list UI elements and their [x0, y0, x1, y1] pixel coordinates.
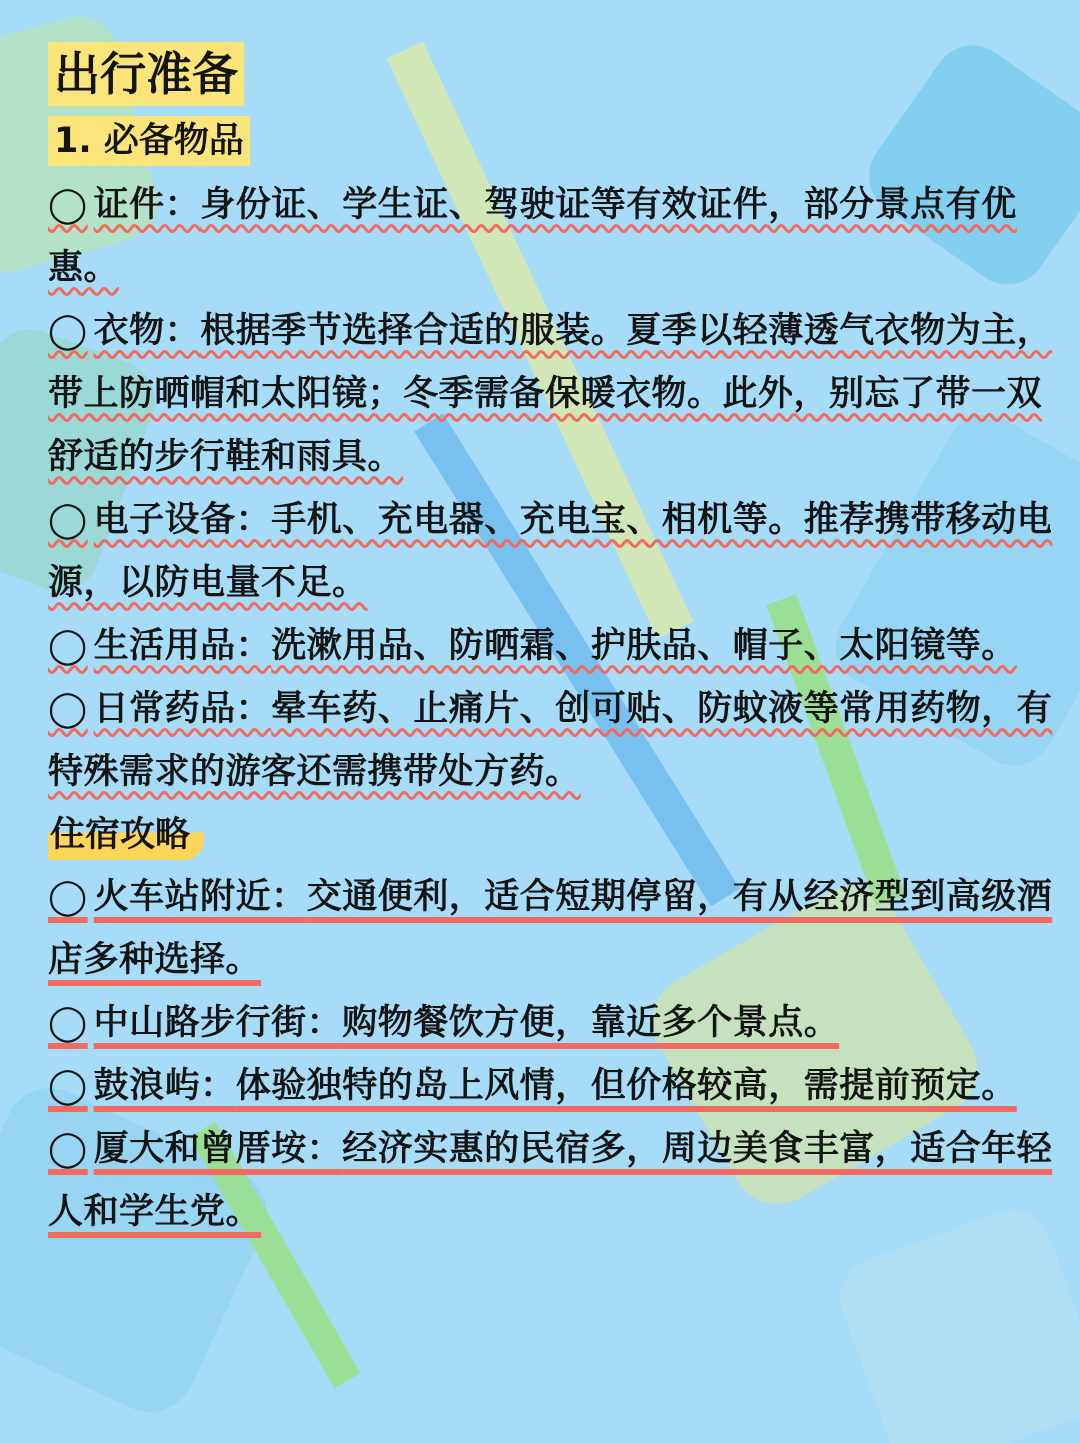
list-item-documents	[48, 174, 1058, 300]
circle-bullet-icon: ◯	[48, 185, 88, 225]
item-label: 衣物：	[93, 311, 201, 351]
item-text: 身份证、学生证、驾驶证等有效证件，部分景点有优惠。	[48, 185, 1017, 288]
circle-bullet-icon: ◯	[48, 1003, 88, 1043]
item-text: 手机、充电器、充电宝、相机等。推荐携带移动电源，以防电量不足。	[48, 500, 1053, 603]
circle-bullet-icon: ◯	[48, 689, 88, 729]
circle-bullet-icon: ◯	[48, 500, 88, 540]
item-label: 证件：	[93, 185, 201, 225]
section-heading-lodging: 住宿攻略	[48, 810, 204, 860]
item-label: 电子设备：	[93, 500, 272, 540]
list-item-daily-supplies	[48, 615, 1058, 678]
item-text: 晕车药、止痛片、创可贴、防蚊液等常用药物，有特殊需求的游客还需携带处方药。	[48, 689, 1053, 792]
list-item-medicine	[48, 678, 1058, 804]
list-item-electronics	[48, 489, 1058, 615]
circle-bullet-icon: ◯	[48, 1129, 88, 1169]
list-item-clothing	[48, 300, 1058, 489]
item-text: 交通便利，适合短期停留，有从经济型到高级酒店多种选择。	[48, 877, 1053, 980]
item-text: 购物餐饮方便，靠近多个景点。	[342, 1003, 840, 1043]
content	[48, 42, 1058, 1244]
page-title: 出行准备	[48, 42, 244, 106]
circle-bullet-icon: ◯	[48, 311, 88, 351]
circle-bullet-icon: ◯	[48, 626, 88, 666]
list-item-train-station	[48, 866, 1058, 992]
circle-bullet-icon: ◯	[48, 1066, 88, 1106]
item-label: 火车站附近：	[93, 877, 307, 917]
circle-bullet-icon: ◯	[48, 877, 88, 917]
item-text: 经济实惠的民宿多，周边美食丰富，适合年轻人和学生党。	[48, 1129, 1053, 1232]
section-heading-essentials: 1. 必备物品	[48, 116, 250, 166]
item-text: 体验独特的岛上风情，但价格较高，需提前预定。	[235, 1066, 1017, 1106]
item-label: 鼓浪屿：	[93, 1066, 236, 1106]
item-label: 生活用品：	[93, 626, 272, 666]
list-item-zhongshan-road	[48, 992, 1058, 1055]
list-item-gulangyu	[48, 1055, 1058, 1118]
item-label: 厦大和曾厝垵：	[93, 1129, 343, 1169]
list-item-xiada-zengcuoan	[48, 1118, 1058, 1244]
item-label: 中山路步行街：	[93, 1003, 343, 1043]
item-label: 日常药品：	[93, 689, 272, 729]
item-text: 根据季节选择合适的服装。夏季以轻薄透气衣物为主，带上防晒帽和太阳镜；冬季需备保暖衣物。此外，别忘了带一双舒适的步行鞋和雨具。	[48, 311, 1053, 477]
item-text: 洗漱用品、防晒霜、护肤品、帽子、太阳镜等。	[271, 626, 1017, 666]
